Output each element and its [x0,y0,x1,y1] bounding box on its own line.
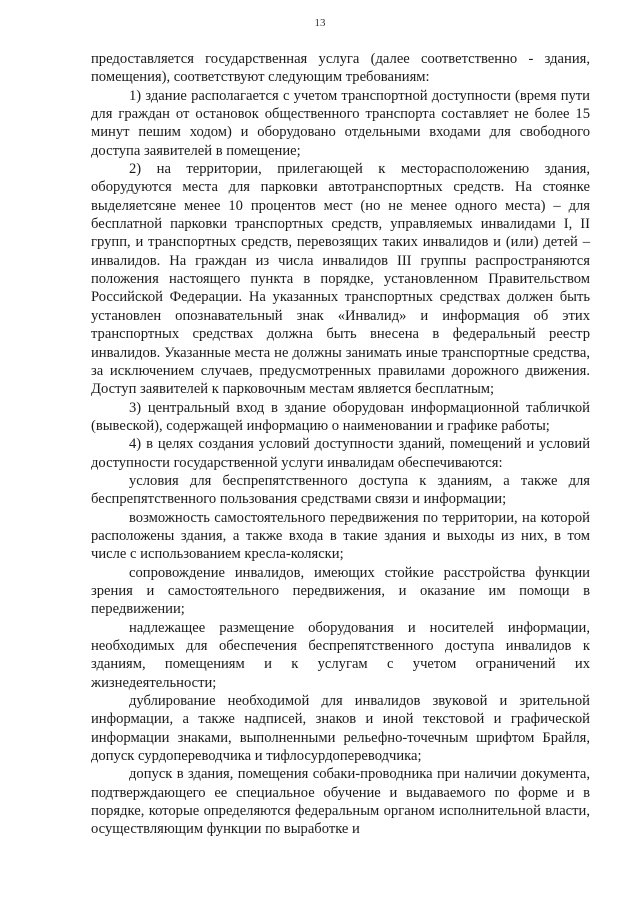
paragraph-access-conditions: условия для беспрепятственного доступа к зданиям, а также для беспрепятственного пользования средствами связи и информации; [91,472,590,508]
paragraph-intro: предоставляется государственная услуга (далее соответственно - здания, помещения), соответствуют следующим требованиям: [91,51,590,86]
paragraph-item-2: 2) на территории, прилегающей к месторасположению здания, оборудуются места для парковки автотранспортных средств. На стоянке выделяетсяне менее 10 процентов мест (но не менее одного места) – для бесплатной парковки транспортных средств, управляемых инвалидами I, II групп, и транспортных средств, перевозящих таких инвалидов и (или) детей – инвалидов. На граждан из числа инвалидов III группы распространяются положения настоящего пункта в порядке, установленном Правительством Российской Федерации. На указанных транспортных средствах должен быть установлен опознавательный знак «Инвалид» и информация об этих транспортных средствах должна быть внесена в федеральный реестр инвалидов. Указанные места не должны занимать иные транспортные средства, за исключением случаев, предусмотренных правилами дорожного движения. Доступ заявителей к парковочным местам является бесплатным; [91,161,590,398]
document-body [91,50,590,839]
paragraph-item-3: 3) центральный вход в здание оборудован информационной табличкой (вывеской), содержащей информацию о наименовании и графике работы; [91,399,590,434]
page-number: 13 [314,17,326,29]
paragraph-escort: сопровождение инвалидов, имеющих стойкие расстройства функции зрения и самостоятельного передвижения, и оказание им помощи в передвижении; [91,564,590,618]
paragraph-movement: возможность самостоятельного передвижения по территории, на которой расположены здания, а также входа в такие здания и выходы из них, в том числе с использованием кресла-коляски; [91,509,590,563]
paragraph-equipment: надлежащее размещение оборудования и носителей информации, необходимых для обеспечения беспрепятственного доступа инвалидов к зданиям, помещениям и к услугам с учетом ограничений их жизнедеятельности; [91,619,590,691]
paragraph-guide-dog: допуск в здания, помещения собаки-проводника при наличии документа, подтверждающего ее специальное обучение и выдаваемого по форме и в порядке, которые определяются федеральным органом исполнительной власти, осуществляющим функции по выработке и [91,766,590,838]
paragraph-item-4: 4) в целях создания условий доступности зданий, помещений и условий доступности государственной услуги инвалидам обеспечиваются: [91,436,590,471]
paragraph-item-1: 1) здание располагается с учетом транспортной доступности (время пути для граждан от остановок общественного транспорта составляет не более 15 минут пешим ходом) и оборудовано отдельными входами для свободного доступа заявителей в помещение; [91,87,590,159]
paragraph-duplication: дублирование необходимой для инвалидов звуковой и зрительной информации, а также надписей, знаков и иной текстовой и графической информации знаками, выполненными рельефно-точечным шрифтом Брайля, допуск сурдопереводчика и тифлосурдопереводчика; [91,693,590,765]
